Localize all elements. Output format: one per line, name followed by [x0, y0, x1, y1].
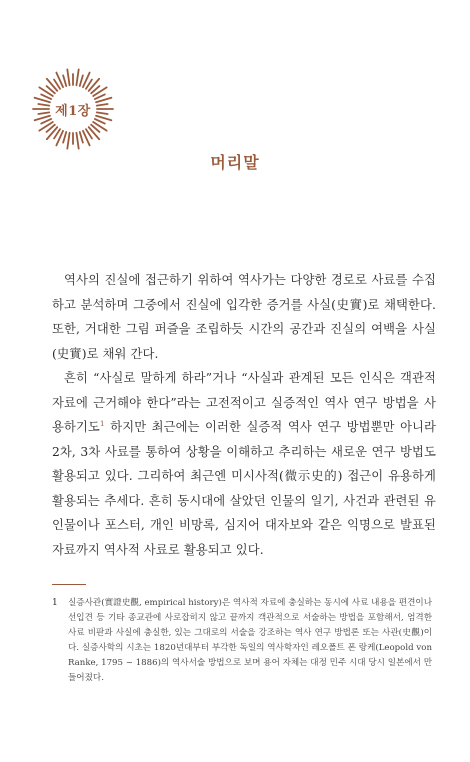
paragraph-2 [52, 366, 436, 562]
chapter-label: 제1장 [55, 103, 91, 119]
page-title: 머리말 [210, 153, 260, 172]
footnote-divider [52, 584, 86, 585]
chapter-emblem [30, 66, 116, 152]
paragraph-1: 역사의 진실에 접근하기 위하여 역사가는 다양한 경로로 사료를 수집하고 분석하며 그중에서 진실에 입각한 증거를 사실(史實)로 채택한다. 또한, 거대한 그림 퍼즐을 조립하듯 시간의 공간과 진실의 여백을 사실(史實)로 채워 간다. [52, 273, 436, 361]
paragraph-2-part-2: 하지만 최근에는 이러한 실증적 역사 연구 방법뿐만 아니라 2차, 3차 사료를 통하여 상황을 이해하고 추리하는 새로운 연구 방법도 활용되고 있다. 그리하여 최근엔 미시사적(微示史的) 접근이 유용하게 활용되는 추세다. 흔히 동시대에 살았던 인물의 일기, 사건과 관련된 유인물이나 포스터, 개인 비망록, 심지어 대자보와 같은 익명으로 발표된 자료까지 역사적 사료로 활용되고 있다. [52, 420, 436, 557]
footnote-ref[interactable]: 1 [99, 419, 105, 428]
footnote-text: 실증사관(實證史觀, empirical history)은 역사적 자료에 충실하는 동시에 사료 내용을 편견이나 선입견 등 기타 종교관에 사로잡히지 않고 끝까지 객관적으로 서술하는 방법을 포함해서, 엄격한 사료 비판과 사실에 충실한, 있는 그대로의 서술을 강조하는 역사 연구 방법론 또는 사관(史觀)이다. 실증사학의 시초는 1820년대부터 부각한 독일의 역사학자인 레오폴트 폰 랑케(Leopold von Ranke, 1795 ~ 1886)의 역사서술 방법으로 보며 용어 자체는 대정 민주 시대 당시 일본에서 만들어졌다. [68, 598, 432, 683]
paragraph-2-part-1: 흔히 “사실로 말하게 하라”거나 “사실과 관계된 모든 인식은 객관적 자료에 근거해야 한다”라는 고전적이고 실증적인 역사 연구 방법을 사용하기도 [52, 371, 436, 434]
body-text [52, 268, 436, 562]
footnote-number: 1 [52, 598, 58, 608]
footnote [52, 596, 432, 686]
